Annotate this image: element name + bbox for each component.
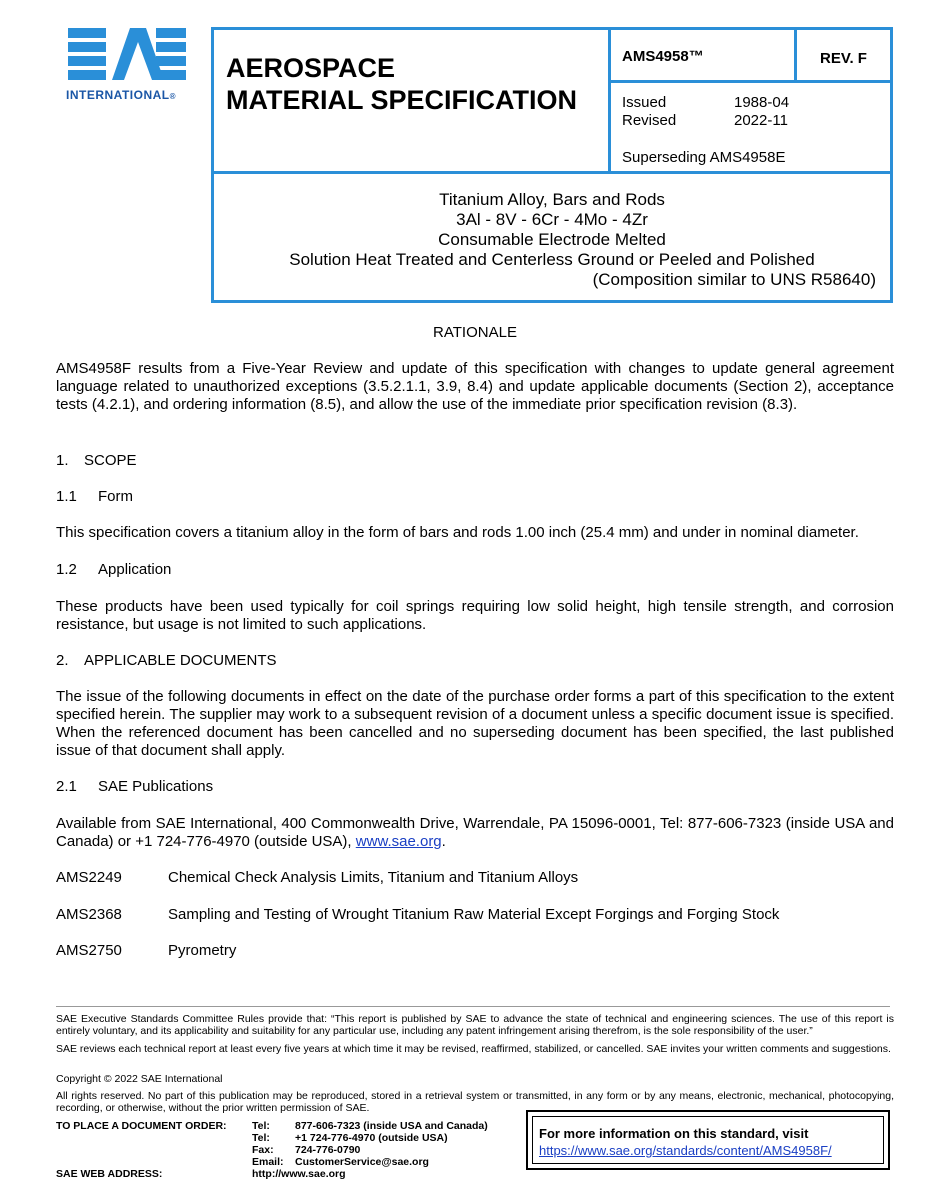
rationale-text: AMS4958F results from a Five-Year Review and update of this specification with changes to update general agreement language related to unauthorized exceptions (3.5.2.1.1, 3.9, 8.4) and update applicable documents (Section 2), acceptance tests (4.2.1), and ordering information (8.5), and allow the use of the immediate prior specification revision (8.3).: [56, 360, 894, 413]
web-address[interactable]: http://www.sae.org: [252, 1168, 346, 1180]
specification-title: Titanium Alloy, Bars and Rods 3Al - 8V - 6Cr - 4Mo - 4Zr Consumable Electrode Melted Solution Heat Treated and Centerless Ground or Peeled and Polished (Composition similar to UNS R58640): [289, 190, 876, 289]
logo-wordmark: INTERNATIONAL®: [66, 88, 177, 102]
standard-url-link[interactable]: https://www.sae.org/standards/content/AMS4958F/: [539, 1143, 832, 1158]
revision-label: REV. F: [820, 50, 867, 67]
reference-document: AMS2368 Sampling and Testing of Wrought Titanium Raw Material Except Forgings and Forging Stock: [56, 906, 780, 923]
section-2-heading: 2. APPLICABLE DOCUMENTS: [56, 652, 277, 669]
more-info-box: [526, 1110, 890, 1170]
section-2-1-heading: 2.1 SAE Publications: [56, 778, 214, 795]
superseding-note: Superseding AMS4958E: [622, 149, 786, 166]
reference-document: AMS2750 Pyrometry: [56, 942, 237, 959]
document-number: AMS4958™: [622, 48, 704, 65]
footer-review-note: SAE reviews each technical report at least every five years at which time it may be revised, reaffirmed, stabilized, or cancelled. SAE invites your written comments and suggestions.: [56, 1043, 891, 1055]
footer-copyright: Copyright © 2022 SAE International: [56, 1073, 223, 1085]
section-1-2-heading: 1.2 Application: [56, 561, 172, 578]
section-1-2-text: These products have been used typically for coil springs requiring low solid height, high tensile strength, and corrosion resistance, but usage is not limited to such applications.: [56, 598, 894, 633]
web-address-label: SAE WEB ADDRESS:: [56, 1168, 163, 1180]
section-2-1-text: Available from SAE International, 400 Commonwealth Drive, Warrendale, PA 15096-0001, Tel: 877-606-7323 (inside USA and Canada) or +1 724-776-4970 (outside USA), www.sae.org.: [56, 815, 894, 850]
reference-document: AMS2249 Chemical Check Analysis Limits, Titanium and Titanium Alloys: [56, 869, 579, 886]
rationale-heading: RATIONALE: [433, 324, 517, 341]
section-2-text: The issue of the following documents in effect on the date of the purchase order forms a part of this specification to the extent specified herein. The supplier may work to a subsequent revision of a document unless a specific document issue is specified. When the referenced document has been cancelled and no superseding document has been specified, the last published issue of that document shall apply.: [56, 688, 894, 759]
footer-divider: [56, 1006, 890, 1007]
order-label: TO PLACE A DOCUMENT ORDER:: [56, 1120, 227, 1132]
section-1-heading: 1. SCOPE: [56, 452, 137, 469]
sae-website-link[interactable]: www.sae.org: [355, 833, 442, 850]
footer-rights: All rights reserved. No part of this publication may be reproduced, stored in a retrieval system or transmitted, in any form or by any means, electronic, mechanical, photocopying, recording, or otherwise, without the prior written permission of SAE.: [56, 1090, 894, 1114]
section-1-1-text: This specification covers a titanium alloy in the form of bars and rods 1.00 inch (25.4 mm) and under in nominal diameter.: [56, 524, 859, 541]
order-contacts: Tel: 877-606-7323 (inside USA and Canada) Tel: +1 724-776-4970 (outside USA) Fax: 724-776-0790 Email: CustomerService@sae.org http://www.sae.org: [252, 1120, 488, 1180]
issue-dates: Issued 1988-04 Revised 2022-11: [622, 94, 790, 129]
spec-header-box: [211, 27, 893, 303]
footer-disclaimer: SAE Executive Standards Committee Rules provide that: “This report is published by SAE to advance the state of technical and engineering sciences. The use of this report is entirely voluntary, and its applicability and suitability for any particular use, including any patent infringement arising therefrom, is the sole responsibility of the user.”: [56, 1013, 894, 1037]
more-info-title: For more information on this standard, visit: [539, 1126, 809, 1141]
document-type-title: AEROSPACE MATERIAL SPECIFICATION: [226, 53, 577, 115]
section-1-1-heading: 1.1 Form: [56, 488, 133, 505]
